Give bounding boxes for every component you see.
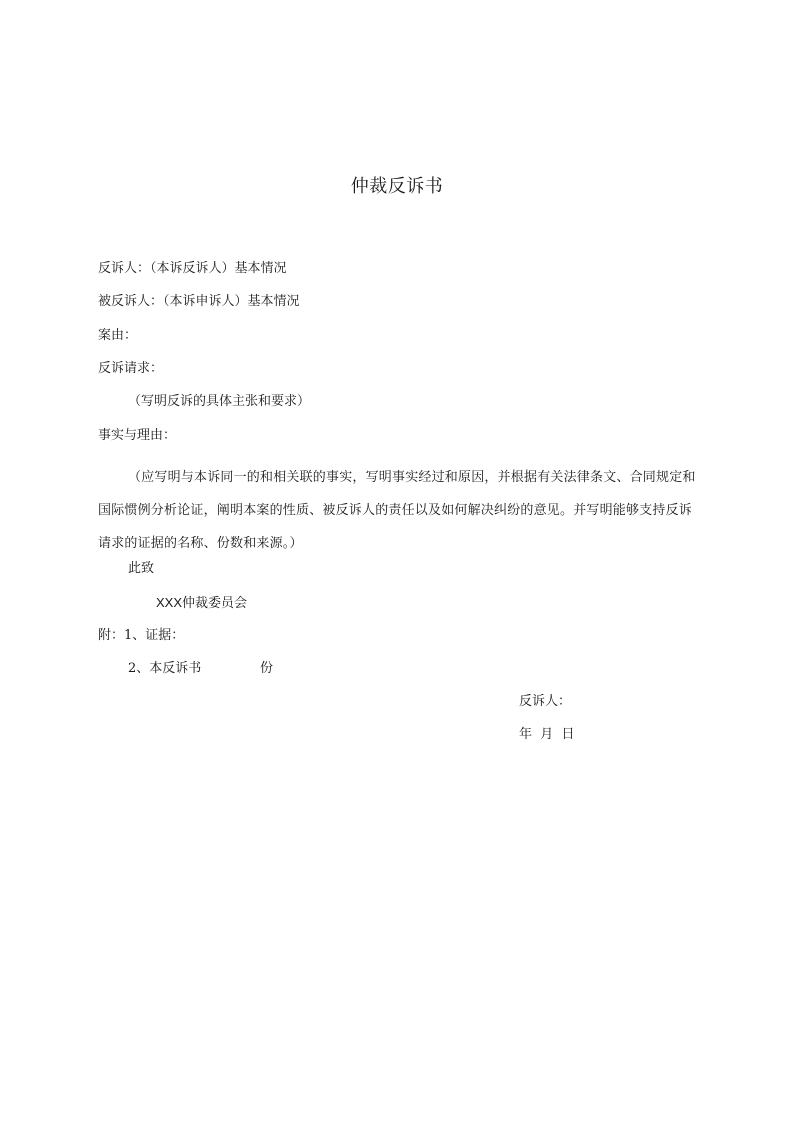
document-title: 仲裁反诉书 [350, 176, 444, 197]
claims-label: 反诉请求： [98, 361, 164, 376]
counterclaimant-line: 反诉人：（本诉反诉人）基本情况 [98, 261, 287, 276]
attachment-label: 附：1、证据： [98, 628, 185, 643]
respondent-line: 被反诉人：（本诉申诉人）基本情况 [98, 294, 300, 309]
signature-label: 反诉人： [519, 694, 572, 709]
salutation: 此致 [128, 561, 155, 576]
copies-unit: 份 [260, 661, 274, 676]
claims-hint: （写明反诉的具体主张和要求） [128, 394, 311, 409]
committee-line [156, 595, 247, 612]
committee-name: 仲裁委员会 [182, 596, 248, 611]
attachment-item-2: 2、本反诉书 [128, 661, 202, 676]
date-line: 年 月 日 [519, 727, 575, 742]
case-cause-label: 案由： [98, 328, 138, 343]
committee-prefix: XXX [156, 595, 183, 610]
facts-hint-paragraph: （应写明与本诉同一的和相关联的事实，写明事实经过和原因，并根据有关法律条文、合同规定和国际惯例分析论证，阐明本案的性质、被反诉人的责任以及如何解决纠纷的意见。并写明能够支持反诉请求的证据的名称、份数和来源。） [98, 470, 696, 551]
facts-label: 事实与理由： [98, 428, 177, 443]
